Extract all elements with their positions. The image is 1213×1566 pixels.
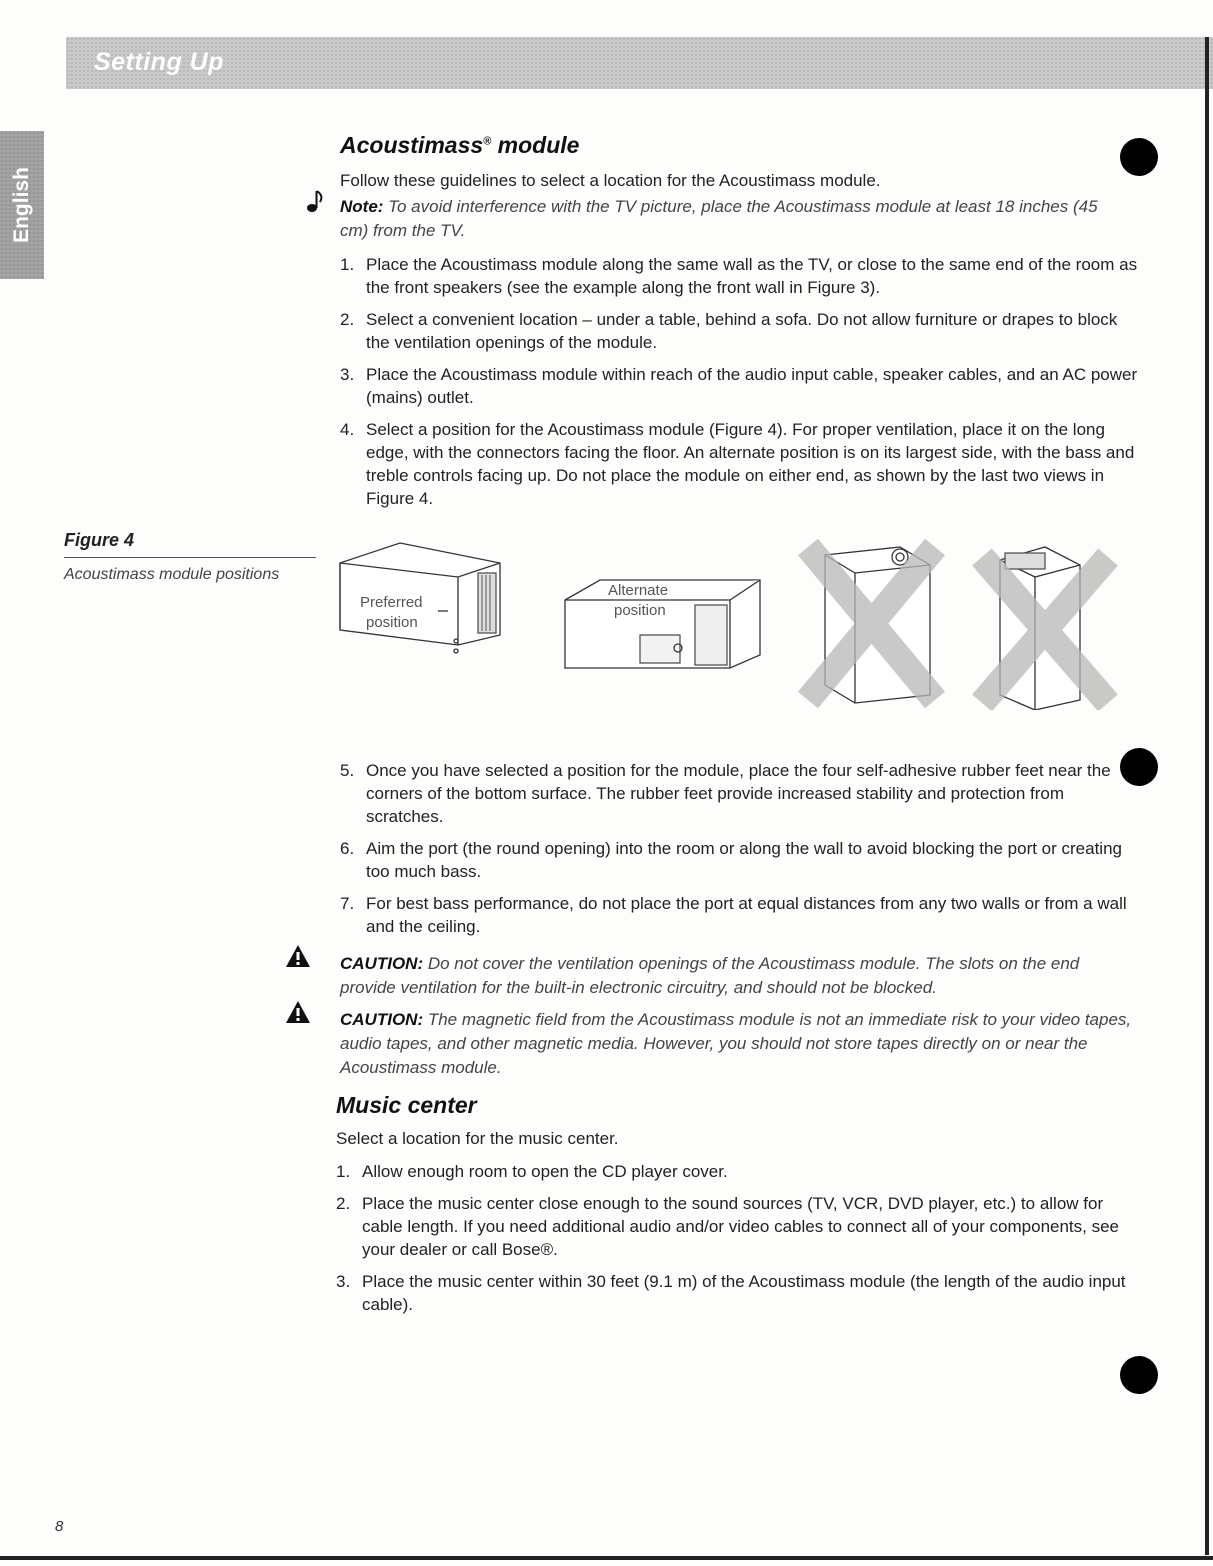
music-center-intro: Select a location for the music center.: [336, 1129, 619, 1148]
module-positions-illustration: [330, 535, 1130, 710]
page-edge-rule: [1205, 37, 1209, 1555]
music-center-section: [336, 1092, 1136, 1119]
alternate-label-line2: position: [614, 602, 666, 619]
music-center-steps: [336, 1160, 1136, 1325]
list-item: 2. Select a convenient location – under a table, behind a sofa. Do not allow furniture or drapes to block the ventilation openings of the module.: [340, 310, 1118, 352]
section-header-bar: [66, 37, 1213, 89]
caution-icon: [285, 1000, 311, 1024]
binder-hole: [1120, 1356, 1158, 1394]
caution-icon: [285, 944, 311, 968]
acoustimass-steps: [340, 253, 1140, 519]
note-block: [340, 195, 1100, 243]
list-item: 1. Allow enough room to open the CD player cover.: [336, 1162, 728, 1181]
caution-label: CAUTION:: [340, 1010, 424, 1029]
section-title: Setting Up: [94, 48, 224, 76]
music-center-heading: Music center: [336, 1092, 477, 1118]
caution-label: CAUTION:: [340, 954, 424, 973]
note-text: To avoid interference with the TV picture, place the Acoustimass module at least 18 inches (45 cm) from the TV.: [340, 197, 1098, 240]
caution-text: The magnetic field from the Acoustimass module is not an immediate risk to your video tapes, audio tapes, and other magnetic media. However, you should not store tapes directly on or near the Acoustimass module.: [340, 1010, 1132, 1077]
page-bottom-rule: [0, 1556, 1213, 1560]
language-tab-label: English: [10, 167, 33, 243]
list-item: 4. Select a position for the Acoustimass module (Figure 4). For proper ventilation, place it on the long edge, with the connectors facing the floor. An alternate position is on its largest side, with the bass and treble controls facing up. Do not place the module on either end, as shown by the last two views in Figure 4.: [340, 420, 1135, 508]
caution-text: Do not cover the ventilation openings of the Acoustimass module. The slots on the end provide ventilation for the built-in electronic circuitry, and should not be blocked.: [340, 954, 1080, 997]
figure-caption: Acoustimass module positions: [64, 566, 280, 583]
list-item: 5. Once you have selected a position for the module, place the four self-adhesive rubber feet near the corners of the bottom surface. The rubber feet provide increased stability and protection from scratches.: [340, 761, 1111, 826]
music-note-icon: [306, 188, 326, 214]
preferred-label-line2: position: [366, 614, 418, 631]
figure-rule: [64, 557, 316, 558]
figure-label: Figure 4: [64, 530, 135, 550]
preferred-label-line1: Preferred: [360, 594, 423, 611]
list-item: 6. Aim the port (the round opening) into the room or along the wall to avoid blocking the port or creating too much bass.: [340, 839, 1122, 881]
list-item: 3. Place the music center within 30 feet (9.1 m) of the Acoustimass module (the length of the audio input cable).: [336, 1272, 1126, 1314]
page-number: 8: [55, 1518, 64, 1535]
incorrect-position-end-up: [808, 547, 935, 703]
acoustimass-steps-continued: [340, 759, 1140, 947]
alternate-label-line1: Alternate: [608, 582, 669, 599]
list-item: 1. Place the Acoustimass module along the same wall as the TV, or close to the same end of the room as the front speakers (see the example along the front wall in Figure 3).: [340, 255, 1138, 297]
list-item: 2. Place the music center close enough to the sound sources (TV, VCR, DVD player, etc.) to allow for cable length. If you need additional audio and/or video cables to connect all of your components, see your dealer or call Bose®.: [336, 1194, 1120, 1259]
incorrect-position-other-end-up: [982, 547, 1108, 710]
note-label: Note:: [340, 197, 384, 216]
acoustimass-heading: Acoustimass® module: [340, 132, 580, 158]
caution-block-1: [340, 952, 1130, 1000]
caution-block-2: [340, 1008, 1150, 1080]
acoustimass-section: [340, 132, 1140, 159]
list-item: 3. Place the Acoustimass module within reach of the audio input cable, speaker cables, and an AC power (mains) outlet.: [340, 365, 1138, 407]
list-item: 7. For best bass performance, do not place the port at equal distances from any two walls or from a wall and the ceiling.: [340, 894, 1127, 936]
acoustimass-intro: Follow these guidelines to select a location for the Acoustimass module.: [340, 171, 881, 190]
